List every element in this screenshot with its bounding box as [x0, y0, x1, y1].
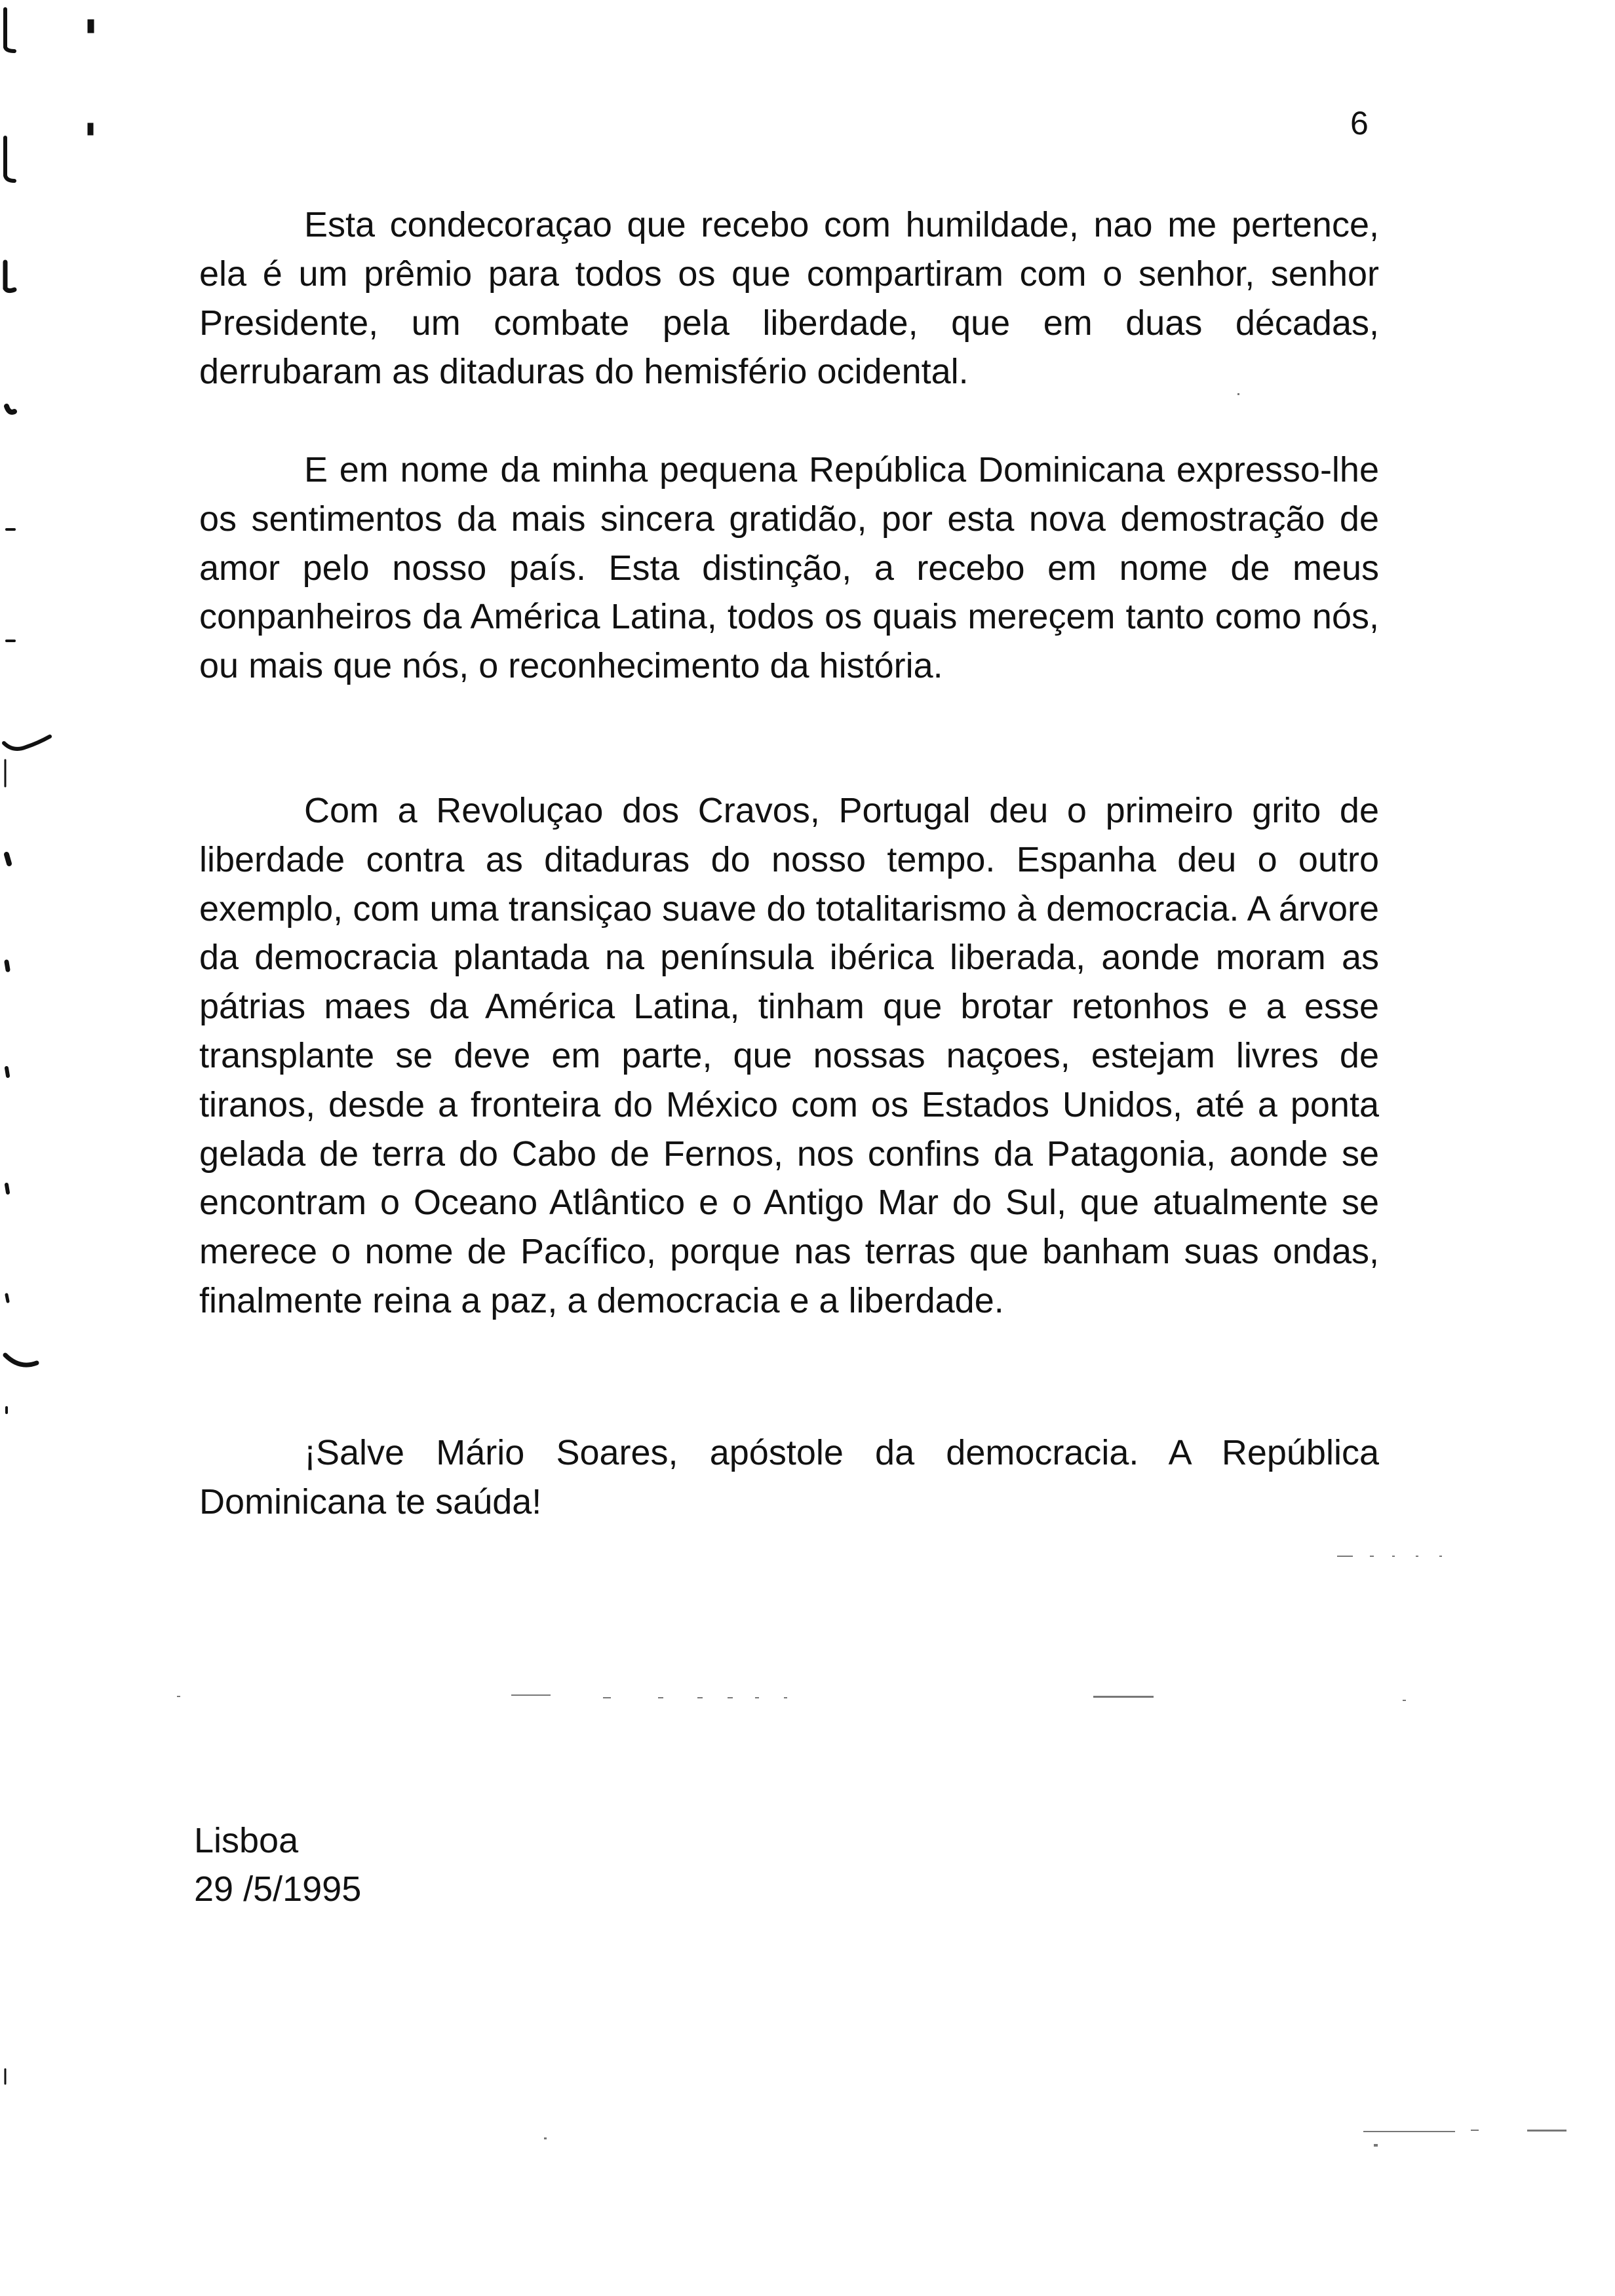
paragraph-revolucao: Com a Revoluçao dos Cravos, Portugal deu o primeiro grito de liberdade contra as ditaduras do nosso tempo. Espanha deu o outro exemplo, com uma transiçao suave do totalitarismo à democracia. A árvore da democracia plantada na península ibérica liberada, aonde moram as pátrias maes da América Latina, tinham que brotar retonhos e a esse transplante se deve em parte, que nossas naçoes, estejam livres de tiranos, desde a fronteira do México com os Estados Unidos, até a ponta gelada de terra do Cabo de Fernos, nos confins da Patagonia, aonde se encontram o Oceano Atlântico e o Antigo Mar do Sul, que atualmente se merece o nome de Pacífico, porque nas terras que banham suas ondas, finalmente reina a paz, a democracia e a liberdade. — [199, 791, 1379, 1320]
closing-place: Lisboa — [194, 1821, 299, 1860]
page-number: 6 — [1350, 105, 1369, 142]
paragraph-salve: ¡Salve Mário Soares, apóstole da democracia. A República Dominicana te saúda! — [199, 1433, 1379, 1521]
paragraph-condecoracao: Esta condecoraçao que recebo com humildade, nao me pertence, ela é um prêmio para todos os que compartiram com o senhor, senhor Presidente, um combate pela liberdade, que em duas décadas, derrubaram as ditaduras do hemisfério ocidental. — [199, 205, 1379, 392]
binding-marks — [4, 9, 94, 2084]
paragraph-gratidao: E em nome da minha pequena República Dominicana expresso-lhe os sentimentos da mais sincera gratidão, por esta nova demostração de amor pelo nosso país. Esta distinção, a recebo em nome de meus conpanheiros da América Latina, todos os quais mereçem tanto como nós, ou mais que nós, o reconhecimento da história. — [199, 450, 1379, 686]
closing-date: 29 /5/1995 — [194, 1869, 362, 1909]
